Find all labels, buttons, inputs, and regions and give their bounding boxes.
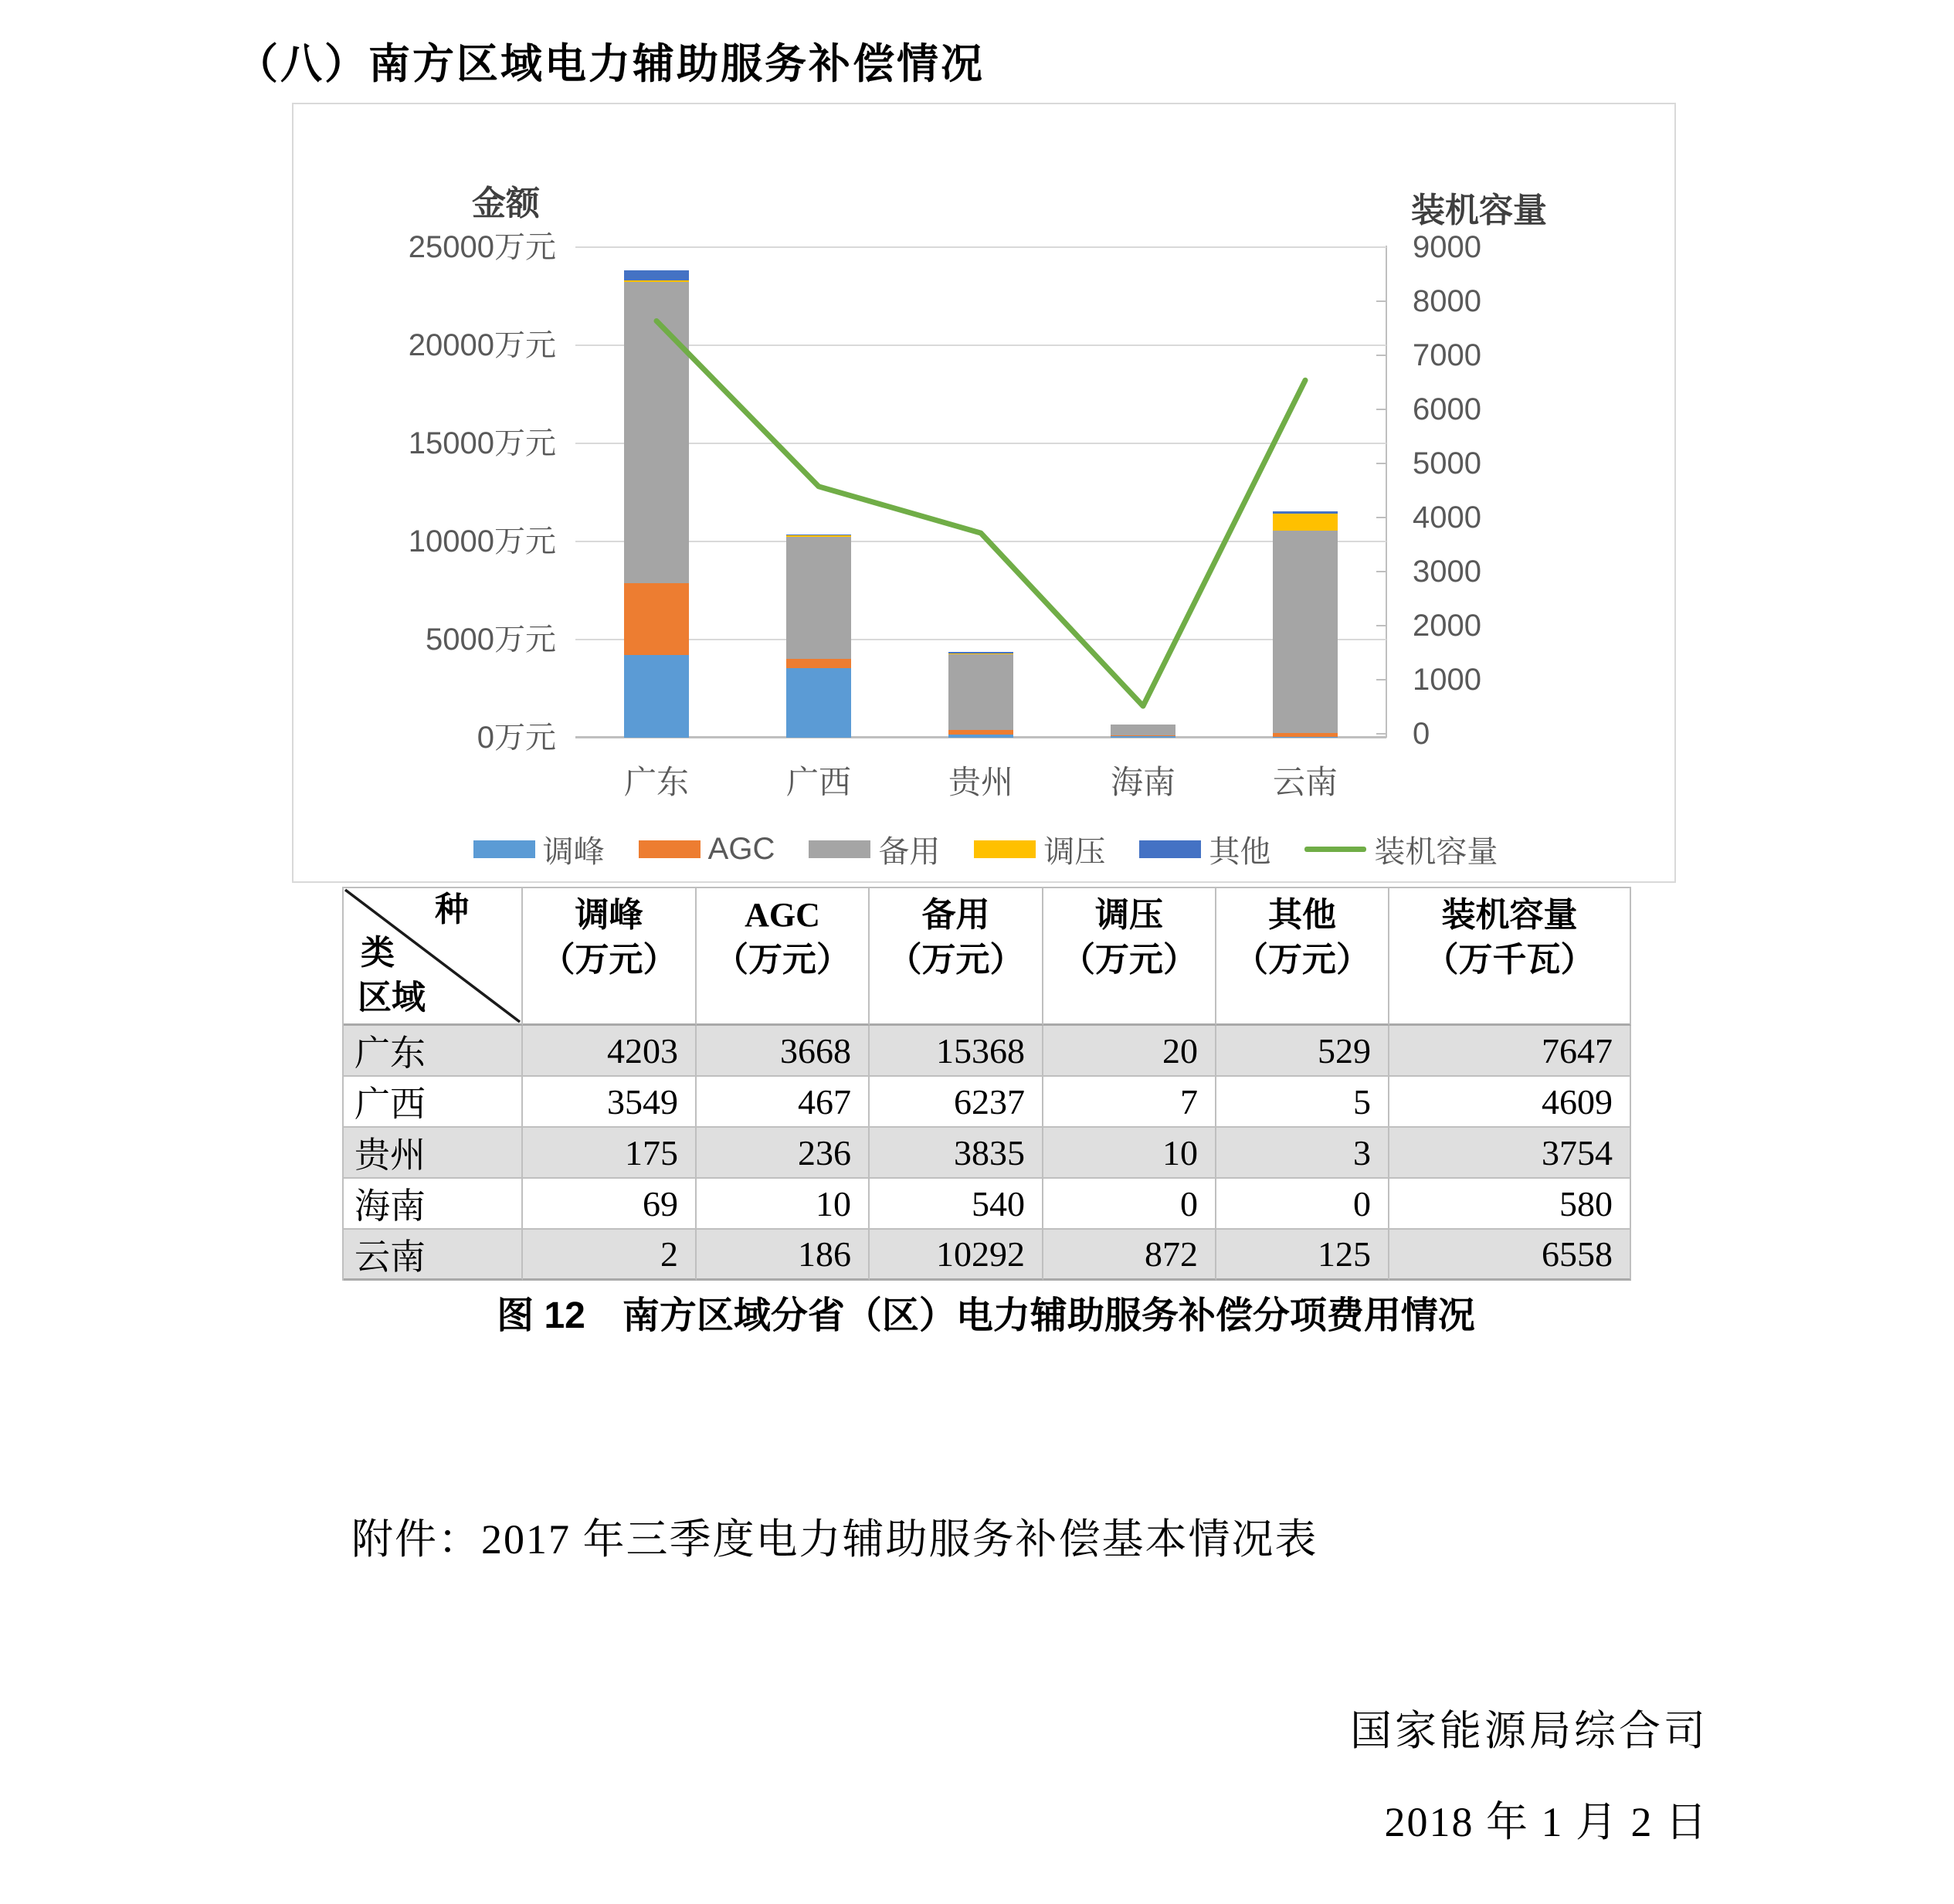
right-tick-label: 4000 xyxy=(1413,501,1481,535)
right-tick-label: 7000 xyxy=(1413,338,1481,372)
category-label: 广西 xyxy=(785,764,851,800)
header-label: 调压 xyxy=(1095,896,1163,934)
left-tick-label: 10000万元 xyxy=(408,524,556,558)
corner-label: 种 xyxy=(435,891,469,928)
value-cell: 580 xyxy=(1389,1179,1631,1230)
value-cell: 529 xyxy=(1216,1026,1389,1077)
value-cell: 3668 xyxy=(697,1026,870,1077)
header-unit: （万元） xyxy=(714,941,850,979)
left-tick-label: 25000万元 xyxy=(408,230,556,264)
corner-label: 类 xyxy=(361,934,395,972)
category-label: 海南 xyxy=(1110,764,1175,800)
legend-swatch xyxy=(809,840,870,858)
category-label: 云南 xyxy=(1272,764,1338,800)
corner-label: 区域 xyxy=(358,979,426,1016)
region-cell: 海南 xyxy=(344,1179,523,1230)
value-cell: 3754 xyxy=(1389,1128,1631,1179)
value-cell: 0 xyxy=(1043,1179,1216,1230)
category-label: 贵州 xyxy=(948,764,1013,800)
capacity-line-layer xyxy=(575,247,1386,738)
value-cell: 15368 xyxy=(870,1026,1043,1077)
right-tick-label: 1000 xyxy=(1413,663,1481,697)
left-tick-label: 20000万元 xyxy=(408,328,556,362)
chart-panel xyxy=(292,103,1676,883)
figure-caption: 图 12 南方区域分省（区）电力辅助服务补偿分项费用情况 xyxy=(497,1295,1475,1336)
left-tick-label: 0万元 xyxy=(477,721,556,755)
value-cell: 6237 xyxy=(870,1077,1043,1128)
section-heading: （八）南方区域电力辅助服务补偿情况 xyxy=(236,41,985,87)
compensation-table xyxy=(342,887,1631,1281)
value-cell: 4203 xyxy=(523,1026,697,1077)
header-label: 调峰 xyxy=(575,896,643,934)
legend-label: 备用 xyxy=(878,835,941,869)
value-cell: 10 xyxy=(1043,1128,1216,1179)
value-cell: 3835 xyxy=(870,1128,1043,1179)
plot-area xyxy=(575,247,1386,738)
legend-label: AGC xyxy=(707,832,775,866)
legend-item xyxy=(473,827,605,871)
header-unit: （万元） xyxy=(541,941,677,979)
right-tick-label: 2000 xyxy=(1413,609,1481,643)
value-cell: 186 xyxy=(697,1230,870,1281)
value-cell: 10 xyxy=(697,1179,870,1230)
header-unit: （万千瓦） xyxy=(1424,941,1595,979)
value-cell: 7 xyxy=(1043,1077,1216,1128)
chart-legend xyxy=(293,827,1678,871)
value-cell: 7647 xyxy=(1389,1026,1631,1077)
region-cell: 贵州 xyxy=(344,1128,523,1179)
header-label: 其他 xyxy=(1268,896,1336,934)
header-unit: （万元） xyxy=(887,941,1024,979)
value-cell: 540 xyxy=(870,1179,1043,1230)
right-tick-label: 6000 xyxy=(1413,392,1481,426)
value-cell: 4609 xyxy=(1389,1077,1631,1128)
legend-item xyxy=(1304,827,1498,871)
attachment-note: 附件：2017 年三季度电力辅助服务补偿基本情况表 xyxy=(351,1516,1318,1563)
legend-item xyxy=(639,832,775,867)
table-header-cell xyxy=(697,888,870,1026)
legend-item xyxy=(1139,827,1270,871)
table-corner-cell xyxy=(344,888,523,1026)
header-label: 装机容量 xyxy=(1441,896,1578,934)
right-axis-title: 装机容量 xyxy=(1411,192,1547,229)
left-axis-title: 金额 xyxy=(472,185,540,222)
legend-swatch xyxy=(974,840,1036,858)
value-cell: 125 xyxy=(1216,1230,1389,1281)
right-tick-label: 5000 xyxy=(1413,446,1481,480)
table-header-cell xyxy=(1216,888,1389,1026)
value-cell: 236 xyxy=(697,1128,870,1179)
value-cell: 467 xyxy=(697,1077,870,1128)
header-unit: （万元） xyxy=(1061,941,1197,979)
value-cell: 69 xyxy=(523,1179,697,1230)
table-header-cell xyxy=(870,888,1043,1026)
value-cell: 3549 xyxy=(523,1077,697,1128)
value-cell: 6558 xyxy=(1389,1230,1631,1281)
table-header-cell xyxy=(523,888,697,1026)
region-cell: 广西 xyxy=(344,1077,523,1128)
value-cell: 872 xyxy=(1043,1230,1216,1281)
header-label: AGC xyxy=(745,896,820,934)
value-cell: 0 xyxy=(1216,1179,1389,1230)
header-label: 备用 xyxy=(921,896,990,934)
value-cell: 3 xyxy=(1216,1128,1389,1179)
issue-date: 2018 年 1 月 2 日 xyxy=(1384,1799,1708,1845)
legend-item xyxy=(974,827,1105,871)
right-tick-label: 8000 xyxy=(1413,284,1481,318)
legend-label: 其他 xyxy=(1209,835,1271,869)
table-header-cell xyxy=(1043,888,1216,1026)
value-cell: 2 xyxy=(523,1230,697,1281)
left-tick-label: 15000万元 xyxy=(408,426,556,460)
value-cell: 175 xyxy=(523,1128,697,1179)
left-tick-label: 5000万元 xyxy=(426,623,556,657)
right-tick-label: 3000 xyxy=(1413,555,1481,589)
legend-swatch xyxy=(639,840,701,858)
value-cell: 10292 xyxy=(870,1230,1043,1281)
category-label: 广东 xyxy=(623,764,689,800)
legend-label: 调压 xyxy=(1043,835,1106,869)
legend-swatch xyxy=(1139,840,1201,858)
legend-item xyxy=(809,827,940,871)
table-header-cell xyxy=(1389,888,1631,1026)
issuer-signature: 国家能源局综合司 xyxy=(1350,1708,1708,1754)
right-tick-label: 9000 xyxy=(1413,230,1481,264)
legend-label: 调峰 xyxy=(542,835,605,869)
legend-label: 装机容量 xyxy=(1374,835,1498,869)
capacity-line xyxy=(656,321,1305,706)
header-unit: （万元） xyxy=(1234,941,1370,979)
legend-line-swatch xyxy=(1304,847,1366,852)
value-cell: 5 xyxy=(1216,1077,1389,1128)
region-cell: 广东 xyxy=(344,1026,523,1077)
region-cell: 云南 xyxy=(344,1230,523,1281)
right-tick-label: 0 xyxy=(1413,717,1430,751)
value-cell: 20 xyxy=(1043,1026,1216,1077)
legend-swatch xyxy=(473,840,535,858)
